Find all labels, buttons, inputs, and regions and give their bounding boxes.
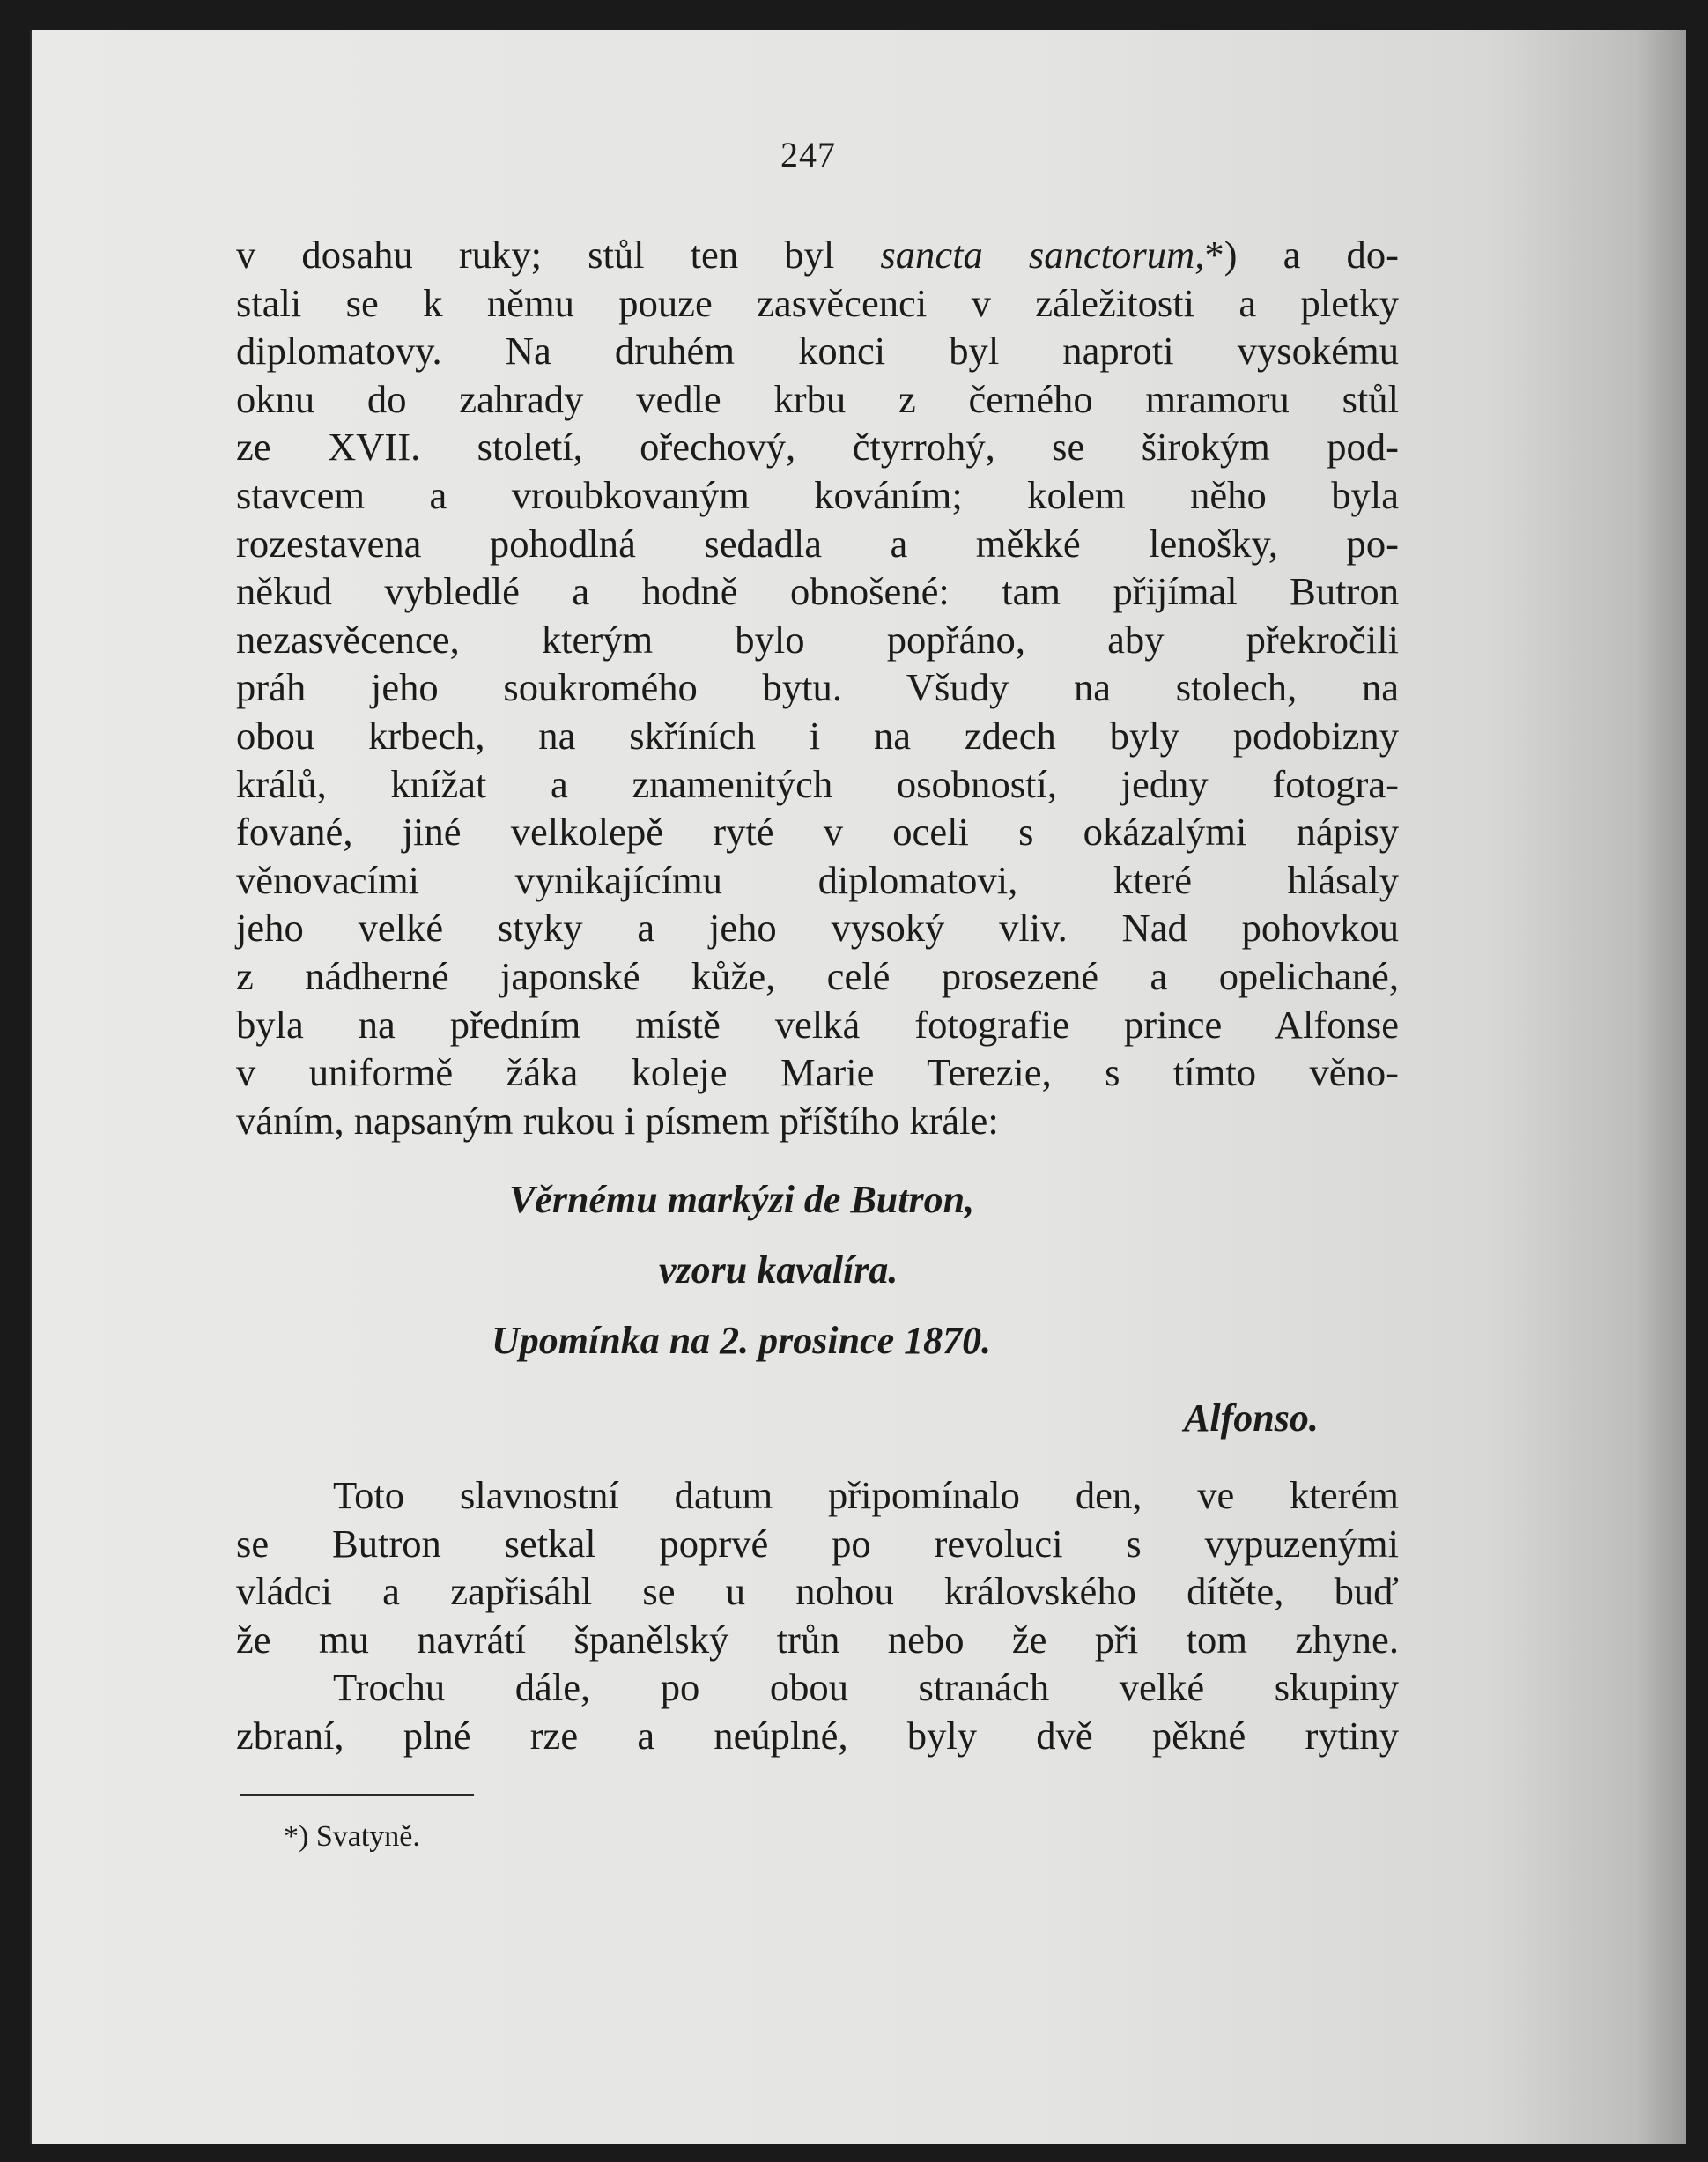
text-line: v dosahu ruky; stůl ten byl sancta sanctorum,*) a do- [236, 233, 1399, 277]
text-line: stali se k němu pouze zasvěcenci v záležitosti a pletky [236, 280, 1399, 325]
text-line: králů, knížat a znamenitých osobností, jedny fotogra- [236, 761, 1399, 806]
text-line: se Butron setkal poprvé po revoluci s vypuzenými [236, 1521, 1399, 1566]
text-line: v uniformě žáka koleje Marie Terezie, s tímto věno- [236, 1050, 1399, 1095]
text-line: obou krbech, na skříních i na zdech byly podobizny [236, 713, 1399, 758]
footnote-divider [240, 1794, 474, 1796]
text-line: byla na předním místě velká fotografie prince Alfonse [236, 1002, 1399, 1047]
text-line: oknu do zahrady vedle krbu z černého mramoru stůl [236, 376, 1399, 421]
text-line: rozestavena pohodlná sedadla a měkké lenošky, po- [236, 521, 1399, 566]
footnote: *) Svatyně. [284, 1820, 420, 1853]
text-line: z nádherné japonské kůže, celé prosezené a opelichané, [236, 953, 1399, 998]
text-line: práh jeho soukromého bytu. Všudy na stolech, na [236, 665, 1399, 710]
text-line: jeho velké styky a jeho vysoký vliv. Nad pohovkou [236, 906, 1399, 951]
dedication-line: Upomínka na 2. prosince 1870. [492, 1319, 992, 1362]
footnote-ref: *) a do- [1204, 233, 1399, 277]
text-line: věnovacími vynikajícímu diplomatovi, které hlásaly [236, 857, 1399, 902]
text-line: že mu navrátí španělský trůn nebo že při tom zhyne. [236, 1617, 1399, 1662]
text-line: Trochu dále, po obou stranách velké skupiny [333, 1665, 1399, 1710]
text-line: někud vybledlé a hodně obnošené: tam přijímal Butron [236, 569, 1399, 614]
text-line: váním, napsaným rukou i písmem příštího krále: [236, 1098, 999, 1143]
text-line: nezasvěcence, kterým bylo popřáno, aby překročili [236, 617, 1399, 662]
dedication-signature: Alfonso. [1184, 1396, 1319, 1440]
text-line: stavcem a vroubkovaným kováním; kolem něho byla [236, 472, 1399, 517]
text-line: Toto slavnostní datum připomínalo den, ve kterém [333, 1473, 1399, 1517]
text-line: zbraní, plné rze a neúplné, byly dvě pěkné rytiny [236, 1713, 1399, 1758]
text-line: fované, jiné velkolepě ryté v oceli s okázalými nápisy [236, 810, 1399, 855]
latin-phrase: sancta sanctorum, [880, 233, 1205, 277]
text-line: vládci a zapřisáhl se u nohou královského dítěte, buď [236, 1569, 1399, 1614]
text-line: diplomatovy. Na druhém konci byl naproti vysokému [236, 329, 1399, 374]
paragraph-1 [236, 231, 1399, 1144]
dedication-line: Věrnému markýzi de Butron, [509, 1178, 975, 1221]
text-line: ze XVII. století, ořechový, čtyrrohý, se širokým pod- [236, 425, 1399, 470]
paragraph-2 [236, 1471, 1399, 1760]
page-number: 247 [780, 135, 836, 174]
page-gutter-edge [30, 30, 32, 2144]
dedication-line: vzoru kavalíra. [659, 1248, 898, 1292]
